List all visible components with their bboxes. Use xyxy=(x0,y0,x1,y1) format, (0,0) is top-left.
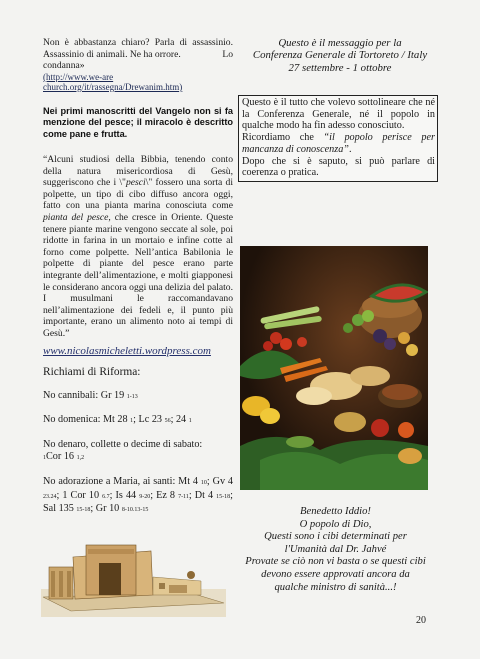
bold-statement: Nei primi manoscritti del Vangelo non si fa menzione del pesce; il miracolo è descritto come pane e frutta. xyxy=(43,105,233,139)
box-paragraph-1: Questo è il tutto che volevo sottolineare che né la Conferenza Generale, né il popolo in qualche modo ha fin adesso conosciuto. xyxy=(242,97,435,132)
ref-domenica: No domenica: Mt 28 1; Lc 23 56; 24 1 xyxy=(43,414,192,426)
page-number: 20 xyxy=(416,615,426,626)
ref-adorazione: No adorazione a Maria, ai santi: Mt 4 10; Gv 4 23.24; 1 Cor 10 6.7; Is 44 9-20; Ez 8 7-11; Dt 4 15-18; Sal 135 15-18; Gr 10 8-10.13-15 xyxy=(43,476,234,515)
highlight-box xyxy=(238,95,438,182)
intro-lo: Lo xyxy=(222,48,233,60)
temple-illustration xyxy=(41,537,226,617)
blog-link[interactable]: www.nicolasmicheletti.wordpress.com xyxy=(43,344,211,357)
photo-caption: Benedetto Iddio! O popolo di Dio, Questi sono i cibi determinati per l'Umanità dal Dr. Jahvé Provate se ciò non vi basta o se questi cibi devono essere approvati ancora da qualche ministro di sanità...! xyxy=(245,506,426,593)
intro-condanna: condanna» xyxy=(43,60,85,72)
ref-denaro: No denaro, collette o decime di sabato: 1Cor 16 1,2 xyxy=(43,438,203,463)
box-paragraph-3: Dopo che si è saputo, si può parlare di coerenza o pratica. xyxy=(242,155,435,179)
quote-paragraph: “Alcuni studiosi della Bibbia, tenendo conto della natura misericordiosa di Gesù, suggeriscono che i \"pesci\" fossero una sorta di polpette, un tipo di cibo diffuso ancora oggi, fatto con una pianta marina conosciuta come pianta del pesce, che cresce in Oriente. Queste tenere piante marine vengono seccate al sole, poi ridotte in farina in un mortaio e infine cotte al forno come polpette. Nell’antica Babilonia le polpette di piante del pesce erano parte integrante dell’alimentazione, e molti giapponesi le considerano ancora oggi una delizia del palato. I musulmani le raccomandavano nell’alimentazione dei fedeli e, il punto più importante, erano un alimento noto ai tempi di Gesù.” xyxy=(43,154,233,339)
intro-text: Non è abbastanza chiaro? Parla di assassinio. Assassinio di animali. Ne ha orrore. xyxy=(43,37,233,60)
intro-paragraph xyxy=(43,37,233,72)
refs-heading: Richiami di Riforma: xyxy=(43,366,141,379)
message-title: Questo è il messaggio per la Conferenza Generale di Tortoreto / Italy 27 settembre - 1 ottobre xyxy=(252,37,428,74)
quote-plant-name: pianta del pesce xyxy=(43,211,109,223)
source-link[interactable]: (http://www.we-are church.org/it/rassegna/Drewanim.htm) xyxy=(43,71,183,92)
left-column xyxy=(43,37,233,517)
box-paragraph-2: Ricordiamo che “il popolo perisce per mancanza di conoscenza”. xyxy=(242,132,436,155)
quote-pesci: pesci xyxy=(125,177,146,189)
food-photo xyxy=(240,246,428,490)
ref-cannibali: No cannibali: Gr 19 1-13 xyxy=(43,389,138,401)
